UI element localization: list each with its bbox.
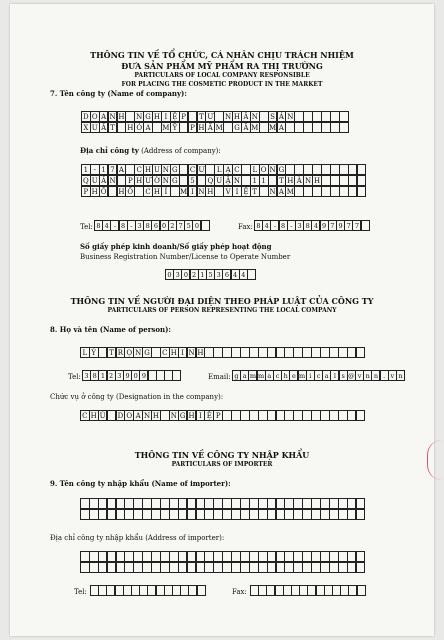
- grid-cell[interactable]: H: [127, 124, 134, 132]
- company-fax-label: Fax:: [238, 223, 253, 231]
- grid-cell[interactable]: [356, 551, 366, 562]
- grid-cell[interactable]: [197, 585, 206, 596]
- grid-cell[interactable]: n: [396, 370, 405, 381]
- company-tel-grid[interactable]: [94, 220, 209, 231]
- grid-cell[interactable]: Ệ: [204, 410, 214, 421]
- grid-cell[interactable]: N: [269, 166, 276, 174]
- grid-cell[interactable]: G: [232, 122, 242, 133]
- grid-cell[interactable]: 0: [165, 269, 174, 280]
- grid-cell[interactable]: 8: [143, 220, 152, 231]
- grid-cell[interactable]: [361, 220, 370, 231]
- grid-cell[interactable]: I: [161, 111, 171, 122]
- grid-cell[interactable]: V: [223, 186, 233, 197]
- grid-cell[interactable]: Q: [207, 177, 214, 185]
- grid-cell[interactable]: N: [170, 412, 177, 420]
- grid-cell[interactable]: A: [99, 111, 109, 122]
- grid-cell[interactable]: H: [313, 177, 321, 185]
- grid-cell[interactable]: O: [126, 412, 133, 420]
- grid-cell[interactable]: R: [116, 347, 126, 358]
- grid-cell[interactable]: [356, 498, 366, 509]
- grid-cell[interactable]: C: [134, 164, 144, 175]
- grid-cell[interactable]: [356, 562, 366, 573]
- grid-cell[interactable]: 3: [173, 269, 182, 280]
- grid-cell[interactable]: a: [265, 370, 274, 381]
- grid-cell[interactable]: h: [281, 370, 290, 381]
- importer-name-label: 9. Tên công ty nhập khẩu (Name of importer):: [50, 479, 231, 488]
- grid-cell[interactable]: H: [153, 188, 161, 196]
- grid-cell[interactable]: N: [162, 166, 169, 174]
- grid-cell[interactable]: Â: [99, 175, 109, 186]
- grid-cell[interactable]: Ư: [198, 166, 205, 174]
- grid-cell[interactable]: 8: [90, 370, 99, 381]
- grid-cell[interactable]: 7: [328, 220, 337, 231]
- grid-cell[interactable]: 2: [190, 269, 199, 280]
- grid-cell[interactable]: N: [233, 177, 241, 185]
- grid-cell[interactable]: 2: [168, 220, 177, 231]
- grid-cell[interactable]: -: [270, 220, 279, 231]
- grid-cell[interactable]: 9: [123, 370, 132, 381]
- grid-cell[interactable]: Ọ: [126, 349, 133, 357]
- grid-cell[interactable]: P: [179, 111, 189, 122]
- importer-name-grid-row1[interactable]: [80, 498, 365, 509]
- grid-cell[interactable]: a: [240, 370, 249, 381]
- grid-cell[interactable]: 4: [262, 220, 271, 231]
- section-person-title: THÔNG TIN VỀ NGƯỜI ĐẠI DIỆN THEO PHÁP LUẬT CỦA CÔNG TY: [70, 296, 374, 306]
- person-name-grid[interactable]: [80, 347, 365, 358]
- grid-cell[interactable]: I: [196, 410, 206, 421]
- grid-cell[interactable]: G: [142, 347, 152, 358]
- grid-cell[interactable]: D: [116, 410, 126, 421]
- grid-cell[interactable]: L: [214, 164, 224, 175]
- grid-cell[interactable]: U: [91, 177, 98, 185]
- grid-cell[interactable]: 9: [139, 370, 148, 381]
- stamp-mark: [427, 440, 442, 480]
- grid-cell[interactable]: [356, 347, 366, 358]
- grid-cell[interactable]: 0: [160, 220, 169, 231]
- grid-cell[interactable]: 1: [198, 269, 207, 280]
- grid-cell[interactable]: A: [143, 122, 153, 133]
- section-company-title-en-1: PARTICULARS OF LOCAL COMPANY RESPONSIBLE: [134, 72, 310, 79]
- importer-tel-grid[interactable]: [90, 585, 205, 596]
- grid-cell[interactable]: N: [109, 177, 116, 185]
- grid-cell[interactable]: c: [273, 370, 282, 381]
- grid-cell[interactable]: P: [125, 175, 135, 186]
- grid-cell[interactable]: H: [170, 349, 177, 357]
- grid-cell[interactable]: D: [81, 111, 91, 122]
- grid-cell[interactable]: Ư: [207, 113, 214, 121]
- company-name-grid-row2[interactable]: [81, 122, 348, 133]
- grid-cell[interactable]: Ồ: [127, 188, 134, 196]
- grid-cell[interactable]: S: [268, 111, 278, 122]
- grid-cell[interactable]: H: [152, 412, 160, 420]
- company-address-grid-row1[interactable]: [81, 164, 366, 175]
- grid-cell[interactable]: 3: [115, 370, 124, 381]
- grid-cell[interactable]: H: [90, 412, 97, 420]
- form-page: [10, 4, 434, 636]
- grid-cell[interactable]: 4: [239, 269, 248, 280]
- section-person-title-en: PARTICULARS OF PERSON REPRESENTING THE LOCAL COMPANY: [107, 307, 337, 314]
- importer-fax-label: Fax:: [232, 588, 247, 596]
- grid-cell[interactable]: C: [188, 164, 198, 175]
- importer-address-grid-row2[interactable]: [80, 562, 365, 573]
- grid-cell[interactable]: T: [250, 186, 260, 197]
- importer-address-grid-row1[interactable]: [80, 551, 365, 562]
- grid-cell[interactable]: Ậ: [223, 175, 233, 186]
- grid-cell[interactable]: 3: [295, 220, 304, 231]
- grid-cell[interactable]: N: [287, 113, 294, 121]
- person-email-grid[interactable]: [232, 370, 404, 381]
- grid-cell[interactable]: H: [91, 188, 98, 196]
- grid-cell[interactable]: n: [371, 370, 380, 381]
- grid-cell[interactable]: H: [153, 113, 161, 121]
- grid-cell[interactable]: Â: [241, 111, 251, 122]
- grid-cell[interactable]: A: [277, 122, 287, 133]
- grid-cell[interactable]: [339, 111, 349, 122]
- grid-cell[interactable]: 8: [303, 220, 312, 231]
- section-importer-title-en: PARTICULARS OF IMPORTER: [171, 461, 273, 468]
- grid-cell[interactable]: 9: [320, 220, 329, 231]
- grid-cell[interactable]: Ờ: [154, 177, 160, 185]
- grid-cell[interactable]: C: [143, 186, 153, 197]
- grid-cell[interactable]: Ủ: [99, 412, 106, 420]
- grid-cell[interactable]: N: [198, 188, 205, 196]
- grid-cell[interactable]: e: [289, 370, 298, 381]
- grid-cell[interactable]: N: [136, 113, 143, 121]
- grid-cell[interactable]: I: [232, 186, 242, 197]
- grid-cell[interactable]: N: [305, 177, 312, 185]
- grid-cell[interactable]: Ệ: [170, 111, 180, 122]
- company-address-label-bold: Địa chỉ công ty: [80, 146, 139, 155]
- grid-cell[interactable]: I: [178, 347, 188, 358]
- grid-cell[interactable]: G: [277, 164, 287, 175]
- grid-cell[interactable]: N: [135, 349, 142, 357]
- grid-cell[interactable]: N: [109, 113, 116, 121]
- grid-cell[interactable]: H: [118, 188, 125, 196]
- grid-cell[interactable]: 4: [102, 220, 111, 231]
- grid-cell[interactable]: T: [108, 122, 118, 133]
- grid-cell[interactable]: Ó: [136, 124, 143, 132]
- grid-cell[interactable]: [357, 585, 366, 596]
- grid-cell[interactable]: -: [287, 220, 296, 231]
- grid-cell[interactable]: [356, 410, 366, 421]
- grid-cell[interactable]: 1: [259, 175, 269, 186]
- grid-cell[interactable]: L: [80, 347, 90, 358]
- grid-cell[interactable]: H: [136, 177, 143, 185]
- grid-cell[interactable]: A: [117, 164, 127, 175]
- grid-cell[interactable]: C: [232, 164, 242, 175]
- grid-cell[interactable]: M: [286, 188, 294, 196]
- company-address-label: [80, 146, 221, 155]
- section-company-title-1: THÔNG TIN VỀ TỔ CHỨC, CÁ NHÂN CHỊU TRÁCH NHIỆM: [90, 50, 354, 60]
- grid-cell[interactable]: [357, 175, 367, 186]
- license-grid[interactable]: [165, 269, 255, 280]
- company-name-grid-row1[interactable]: [81, 111, 348, 122]
- license-label-en: Business Registration Number/License to Operate Number: [80, 253, 291, 261]
- grid-cell[interactable]: 0: [181, 269, 190, 280]
- company-fax-grid[interactable]: [254, 220, 369, 231]
- grid-cell[interactable]: Ỹ: [170, 122, 180, 133]
- grid-cell[interactable]: 8: [94, 220, 103, 231]
- section-importer-title: THÔNG TIN VỀ CÔNG TY NHẬP KHẨU: [134, 450, 310, 460]
- grid-cell[interactable]: 6: [151, 220, 160, 231]
- grid-cell[interactable]: O: [91, 113, 98, 121]
- grid-cell[interactable]: 5: [206, 269, 215, 280]
- grid-cell[interactable]: Q: [82, 177, 89, 185]
- grid-cell[interactable]: M: [268, 124, 277, 132]
- grid-cell[interactable]: m: [258, 372, 265, 380]
- grid-cell[interactable]: Ấ: [99, 122, 109, 133]
- grid-cell[interactable]: 8: [119, 220, 128, 231]
- grid-cell[interactable]: A: [133, 410, 143, 421]
- grid-cell[interactable]: T: [107, 347, 117, 358]
- grid-cell[interactable]: i: [306, 370, 315, 381]
- grid-cell[interactable]: Ả: [277, 111, 287, 122]
- grid-cell[interactable]: l: [330, 370, 339, 381]
- grid-cell[interactable]: 7: [176, 220, 185, 231]
- license-label-vn: Số giấy phép kinh doanh/Số giấy phép hoạt động: [80, 242, 272, 251]
- person-email-label: Email:: [208, 373, 231, 381]
- person-position-grid[interactable]: [80, 410, 365, 421]
- grid-cell[interactable]: G: [143, 111, 153, 122]
- section-company-title-en-2: FOR PLACING THE COSMETIC PRODUCT IN THE MARKET: [121, 81, 323, 88]
- grid-cell[interactable]: c: [314, 370, 323, 381]
- grid-cell[interactable]: P: [188, 122, 198, 133]
- importer-fax-grid[interactable]: [250, 585, 365, 596]
- grid-cell[interactable]: H: [188, 412, 195, 420]
- person-tel-label: Tel:: [68, 373, 81, 381]
- grid-cell[interactable]: [339, 122, 349, 133]
- company-address-label-rest: (Address of company):: [138, 147, 221, 155]
- grid-cell[interactable]: 4: [311, 220, 320, 231]
- grid-cell[interactable]: m: [299, 372, 306, 380]
- grid-cell[interactable]: Í: [161, 186, 171, 197]
- company-name-label: 7. Tên công ty (Name of company):: [50, 89, 187, 98]
- grid-cell[interactable]: g: [232, 370, 241, 381]
- grid-cell[interactable]: s: [339, 370, 348, 381]
- grid-cell[interactable]: -: [127, 220, 136, 231]
- grid-cell[interactable]: -: [110, 220, 119, 231]
- section-company-title-2: ĐƯA SẢN PHẨM MỸ PHẨM RA THỊ TRƯỜNG: [121, 61, 323, 71]
- grid-cell[interactable]: N: [144, 412, 151, 420]
- grid-cell[interactable]: [357, 186, 367, 197]
- importer-address-label: Địa chỉ công ty nhập khẩu (Address of importer):: [50, 534, 225, 542]
- grid-cell[interactable]: -: [90, 164, 100, 175]
- grid-cell[interactable]: 0: [131, 370, 140, 381]
- grid-cell[interactable]: U: [154, 166, 160, 174]
- grid-cell[interactable]: H: [197, 349, 204, 357]
- grid-cell[interactable]: H: [233, 113, 241, 121]
- grid-cell[interactable]: 2: [107, 370, 116, 381]
- grid-cell[interactable]: 4: [231, 269, 240, 280]
- grid-cell[interactable]: Ố: [100, 188, 107, 196]
- grid-cell[interactable]: Ạ: [223, 164, 233, 175]
- grid-cell[interactable]: 3: [82, 370, 91, 381]
- company-address-grid-row2[interactable]: [81, 175, 366, 186]
- grid-cell[interactable]: 3: [214, 269, 223, 280]
- grid-cell[interactable]: Ấ: [241, 122, 251, 133]
- grid-cell[interactable]: 1: [81, 164, 91, 175]
- grid-cell[interactable]: À: [294, 175, 304, 186]
- grid-cell[interactable]: P: [81, 186, 91, 197]
- grid-cell[interactable]: v: [355, 370, 364, 381]
- grid-cell[interactable]: X: [81, 122, 91, 133]
- grid-cell[interactable]: T: [197, 111, 207, 122]
- grid-cell[interactable]: C: [80, 410, 90, 421]
- grid-cell[interactable]: 1: [98, 370, 107, 381]
- grid-cell[interactable]: 1: [250, 175, 260, 186]
- grid-cell[interactable]: N: [269, 188, 276, 196]
- grid-cell[interactable]: P: [213, 410, 223, 421]
- grid-cell[interactable]: M: [215, 124, 223, 132]
- grid-cell[interactable]: 5: [188, 175, 198, 186]
- grid-cell[interactable]: I: [188, 186, 198, 197]
- grid-cell[interactable]: C: [160, 347, 170, 358]
- grid-cell[interactable]: N: [188, 349, 195, 357]
- importer-tel-label: Tel:: [74, 588, 87, 596]
- grid-cell[interactable]: 0: [192, 220, 201, 231]
- grid-cell[interactable]: [247, 269, 256, 280]
- person-name-label: 8. Họ và tên (Name of person):: [50, 325, 172, 334]
- grid-cell[interactable]: 1: [99, 164, 109, 175]
- grid-cell[interactable]: G: [170, 175, 180, 186]
- grid-cell[interactable]: .: [380, 370, 389, 381]
- importer-name-grid-row2[interactable]: [80, 509, 365, 520]
- company-address-grid-row3[interactable]: [81, 186, 366, 197]
- grid-cell[interactable]: N: [225, 113, 232, 121]
- grid-cell[interactable]: 8: [254, 220, 263, 231]
- grid-cell[interactable]: U: [216, 177, 223, 185]
- grid-cell[interactable]: [357, 164, 367, 175]
- grid-cell[interactable]: Ý: [89, 347, 99, 358]
- grid-cell[interactable]: N: [162, 177, 169, 185]
- grid-cell[interactable]: L: [250, 164, 260, 175]
- person-tel-grid[interactable]: [82, 370, 180, 381]
- grid-cell[interactable]: H: [198, 124, 205, 132]
- grid-cell[interactable]: m: [249, 372, 256, 380]
- grid-cell[interactable]: [172, 370, 181, 381]
- grid-cell[interactable]: 7: [352, 220, 361, 231]
- grid-cell[interactable]: 5: [184, 220, 193, 231]
- grid-cell[interactable]: @: [348, 372, 355, 380]
- grid-cell[interactable]: H: [207, 188, 214, 196]
- grid-cell[interactable]: v: [388, 370, 397, 381]
- grid-cell[interactable]: G: [178, 410, 188, 421]
- grid-cell[interactable]: 9: [336, 220, 345, 231]
- grid-cell[interactable]: N: [251, 113, 258, 121]
- grid-cell[interactable]: M: [162, 124, 170, 132]
- grid-cell[interactable]: 3: [135, 220, 144, 231]
- grid-cell[interactable]: M: [180, 188, 188, 196]
- grid-cell[interactable]: H: [287, 177, 294, 185]
- grid-cell[interactable]: Ư: [145, 177, 152, 185]
- grid-cell[interactable]: O: [260, 166, 267, 174]
- company-tel-label: Tel:: [80, 223, 93, 231]
- grid-cell[interactable]: 8: [279, 220, 288, 231]
- person-position-label: Chức vụ ở công ty (Designation in the company):: [50, 393, 224, 401]
- grid-cell[interactable]: G: [170, 164, 180, 175]
- grid-cell[interactable]: A: [277, 186, 287, 197]
- grid-cell[interactable]: 6: [222, 269, 231, 280]
- grid-cell[interactable]: H: [118, 113, 125, 121]
- grid-cell[interactable]: U: [91, 124, 98, 132]
- grid-cell[interactable]: Ệ: [241, 186, 251, 197]
- grid-cell[interactable]: [201, 220, 210, 231]
- grid-cell[interactable]: n: [363, 370, 372, 381]
- grid-cell[interactable]: T: [277, 175, 287, 186]
- grid-cell[interactable]: Ẩ: [205, 122, 215, 133]
- grid-cell[interactable]: H: [145, 166, 152, 174]
- grid-cell[interactable]: 7: [344, 220, 353, 231]
- grid-cell[interactable]: [356, 509, 366, 520]
- grid-cell[interactable]: M: [251, 124, 259, 132]
- grid-cell[interactable]: 7: [108, 164, 118, 175]
- grid-cell[interactable]: a: [322, 370, 331, 381]
